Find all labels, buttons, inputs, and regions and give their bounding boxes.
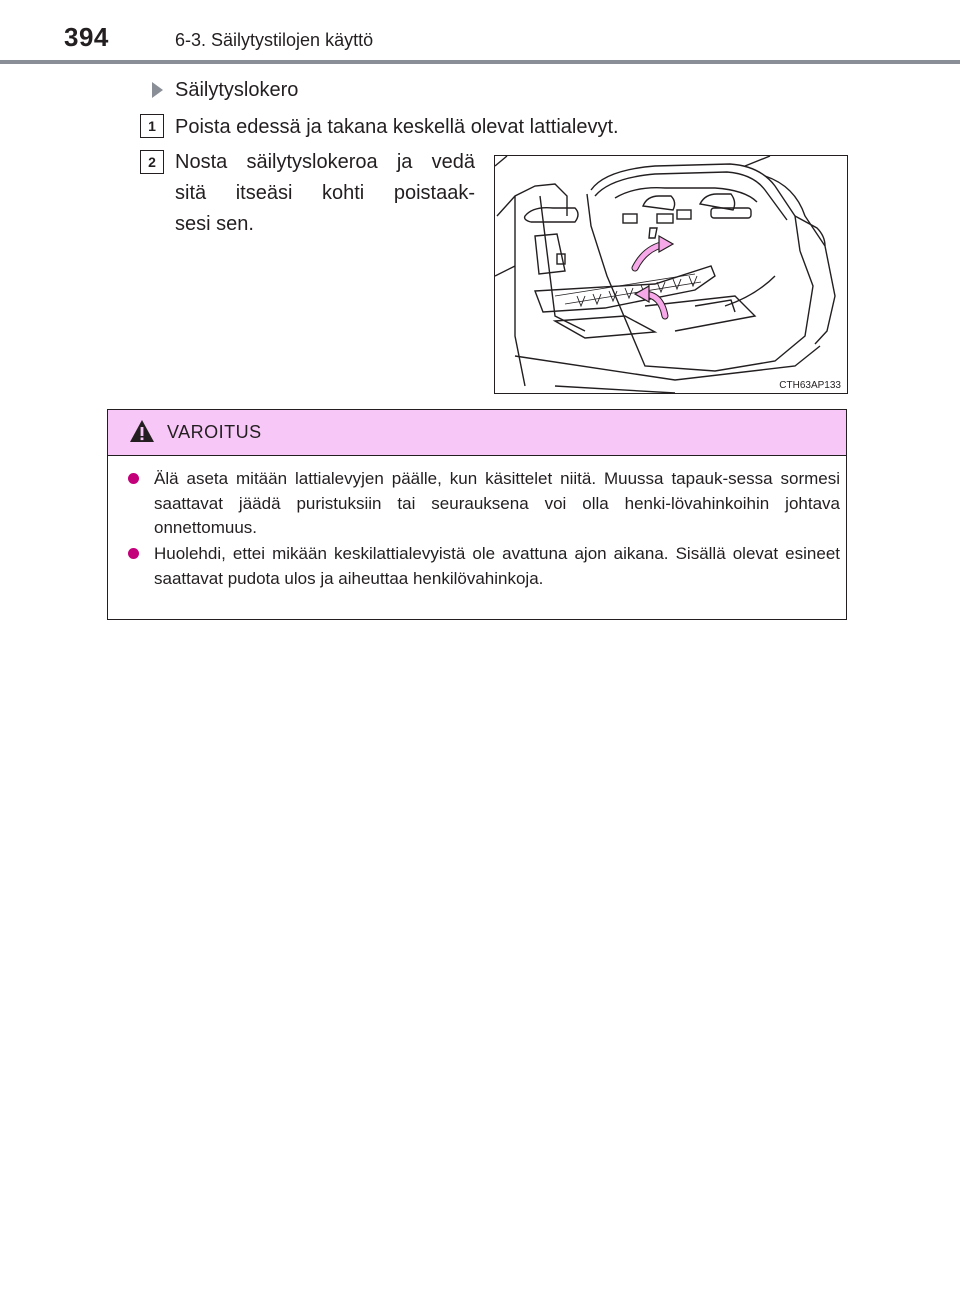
triangle-bullet-icon: [152, 82, 163, 98]
bullet-dot-icon: [128, 548, 139, 559]
step-2-number: 2: [140, 150, 164, 174]
step-2-text: [175, 147, 475, 240]
figure-code: CTH63AP133: [779, 380, 841, 391]
step-2-line: sitä itseäsi kohti poistaak-: [175, 182, 475, 204]
section-title: 6-3. Säilytystilojen käyttö: [175, 30, 374, 50]
bullet-dot-icon: [128, 473, 139, 484]
cargo-storage-illustration: [494, 155, 848, 394]
warning-item-text: Huolehdi, ettei mikään keskilattialevyistä ole avattuna ajon aikana. Sisällä olevat esineet saattavat pudota ulos ja aiheuttaa henkilövahinkoja.: [154, 544, 840, 588]
warning-header: [108, 410, 846, 456]
step-2-line: Nosta säilytyslokeroa ja vedä: [175, 151, 475, 173]
warning-box: [107, 409, 847, 620]
warning-item: [128, 542, 840, 591]
warning-triangle-icon: [129, 419, 155, 443]
warning-title: VAROITUS: [167, 422, 262, 442]
page-number: 394: [64, 22, 109, 52]
subheading-text: Säilytyslokero: [175, 78, 299, 101]
subheading: [152, 76, 298, 104]
step-2-line: sesi sen.: [175, 213, 254, 235]
step-1-text: Poista edessä ja takana keskellä olevat lattialevyt.: [175, 116, 619, 138]
warning-item-text: Älä aseta mitään lattialevyjen päälle, kun käsittelet niitä. Muussa tapauk-sessa sormesi saattavat jäädä puristuksiin tai seurauksena voi olla henki-lövahinkoihin johtava onnettomuus.: [154, 469, 840, 537]
header-divider: [0, 60, 960, 64]
car-trunk-drawing: [495, 156, 847, 393]
warning-item: [128, 467, 840, 541]
step-1-number: 1: [140, 114, 164, 138]
